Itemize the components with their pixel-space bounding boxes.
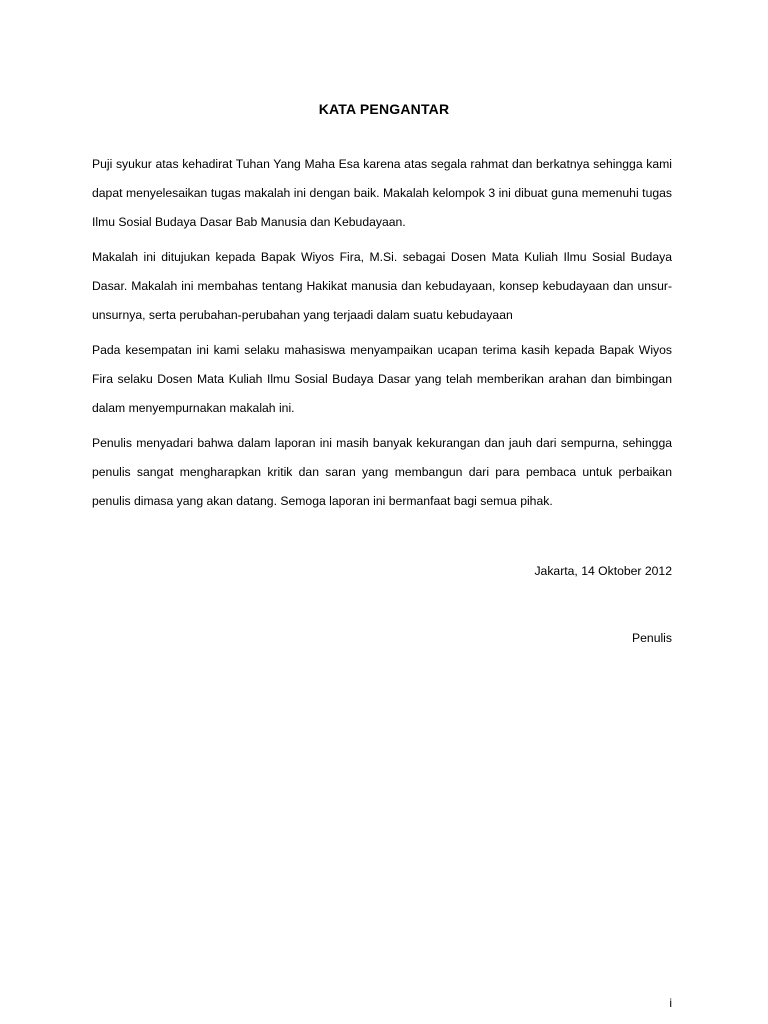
body-text <box>92 150 672 522</box>
paragraph-3: Pada kesempatan ini kami selaku mahasiswa menyampaikan ucapan terima kasih kepada Bapak Wiyos Fira selaku Dosen Mata Kuliah Ilmu Sosial Budaya Dasar yang telah memberikan arahan dan bimbingan dalam menyempurnakan makalah ini. <box>92 343 672 415</box>
paragraph-4: Penulis menyadari bahwa dalam laporan ini masih banyak kekurangan dan jauh dari sempurna, sehingga penulis sangat mengharapkan kritik dan saran yang membangun dari para pembaca untuk perbaikan penulis dimasa yang akan datang. Semoga laporan ini bermanfaat bagi semua pihak. <box>92 436 672 508</box>
paragraph-2: Makalah ini ditujukan kepada Bapak Wiyos Fira, M.Si. sebagai Dosen Mata Kuliah Ilmu Sosial Budaya Dasar. Makalah ini membahas tentang Hakikat manusia dan kebudayaan, konsep kebudayaan dan unsur-unsurnya, serta perubahan-perubahan yang terjaadi dalam suatu kebudayaan <box>92 250 672 322</box>
signer-label: Penulis <box>632 631 672 645</box>
place-date: Jakarta, 14 Oktober 2012 <box>534 564 672 578</box>
paragraph-1: Puji syukur atas kehadirat Tuhan Yang Maha Esa karena atas segala rahmat dan berkatnya sehingga kami dapat menyelesaikan tugas makalah ini dengan baik. Makalah kelompok 3 ini dibuat guna memenuhi tugas Ilmu Sosial Budaya Dasar Bab Manusia dan Kebudayaan. <box>92 157 672 229</box>
page-number: i <box>669 996 672 1010</box>
page-title: KATA PENGANTAR <box>318 101 450 117</box>
